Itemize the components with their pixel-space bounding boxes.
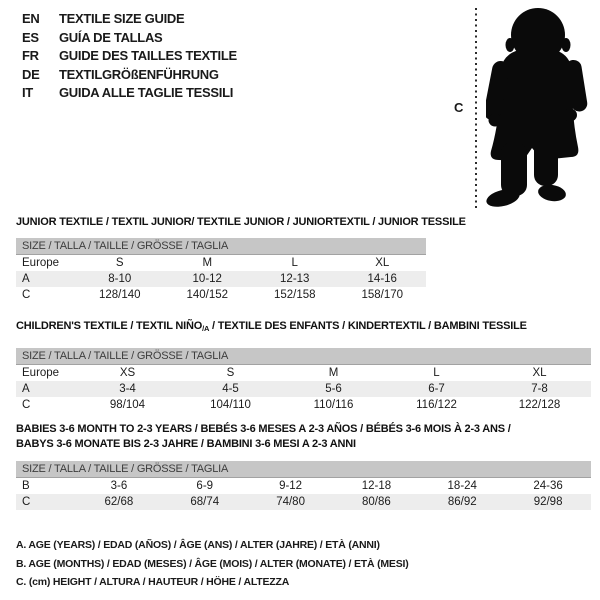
age-cell: 8-10 [108,273,132,285]
height-cell: 140/152 [186,289,229,301]
size-header-bar: SIZE / TALLA / TAILLE / GRÖSSE / TAGLIA [16,348,591,365]
language-title: GUÍA DE TALLAS [59,29,163,45]
language-code: ES [22,29,39,45]
size-cell: M [328,367,339,379]
row-label: C [22,399,31,411]
table-row [16,287,426,303]
size-cell: XS [119,367,136,379]
age-cell: 9-12 [279,480,303,492]
age-cell: 3-4 [119,383,136,395]
row-label: C [22,496,31,508]
age-cell: 12-18 [361,480,392,492]
height-cell: 116/122 [416,399,457,411]
table-row [16,365,591,381]
age-cell: 6-7 [428,383,445,395]
age-cell: 12-13 [280,273,310,285]
language-code: EN [22,11,40,26]
language-row-fr [22,47,237,66]
language-code: FR [22,48,39,63]
table-row [16,478,591,494]
height-cell: 152/158 [273,289,316,301]
size-header-bar: SIZE / TALLA / TAILLE / GRÖSSE / TAGLIA [16,461,591,478]
language-row-it [22,84,237,103]
row-label: Europe [22,367,60,379]
height-cell: 74/80 [276,496,305,508]
age-cell: 5-6 [325,383,342,395]
language-title: GUIDE DES TAILLES TEXTILE [59,48,237,63]
language-row-es [22,29,237,48]
age-cell: 3-6 [110,480,128,492]
table-row [16,494,591,510]
children-title-subscript: /A [202,324,210,333]
age-cell: 24-36 [533,480,563,492]
language-row-en [22,10,237,29]
language-list [22,10,237,103]
children-size-table [16,348,591,413]
babies-title-line2: BABYS 3-6 MONATE BIS 2-3 JAHRE / BAMBINI 3-6 MESI A 2-3 ANNI [16,437,356,450]
height-cell: 122/128 [518,399,561,411]
height-cell: 86/92 [447,496,477,508]
table-row [16,255,426,271]
height-cell: 110/116 [313,399,354,411]
size-cell: S [115,257,124,269]
height-figure [440,0,600,220]
note-age-years: A. AGE (YEARS) / EDAD (AÑOS) / ÂGE (ANS) / ALTER (JAHRE) / ETÀ (ANNI) [16,539,380,551]
junior-size-table [16,238,426,303]
table-row [16,381,591,397]
row-label: Europe [22,257,60,269]
height-cell: 104/110 [210,399,251,411]
language-code: IT [22,85,33,100]
height-measure-label: C [454,100,464,115]
language-title: GUIDA ALLE TAGLIE TESSILI [59,85,234,100]
size-cell: L [291,257,298,269]
size-cell: M [202,257,213,269]
babies-section-title [16,422,511,451]
age-cell: 18-24 [447,480,477,492]
size-cell: XL [532,367,547,379]
junior-section-title: JUNIOR TEXTILE / TEXTIL JUNIOR/ TEXTILE JUNIOR / JUNIORTEXTIL / JUNIOR TESSILE [16,216,466,228]
legend-notes [16,536,409,592]
language-title: TEXTILE SIZE GUIDE [59,11,185,26]
table-row [16,271,426,287]
height-cell: 92/98 [533,496,563,508]
language-code: DE [22,66,40,82]
size-cell: L [433,367,440,379]
age-cell: 4-5 [222,383,239,395]
height-cell: 80/86 [362,496,391,508]
children-title-prefix: CHILDREN'S TEXTILE / TEXTIL NIÑO [16,320,203,332]
row-label: A [22,383,30,395]
size-cell: XL [375,257,390,269]
height-cell: 128/140 [98,289,141,301]
row-label: C [22,289,31,301]
row-label: B [22,480,30,492]
note-height-cm: C. (cm) HEIGHT / ALTURA / HAUTEUR / HÖHE / ALTEZZA [16,576,290,588]
height-cell: 158/170 [361,289,404,301]
row-label: A [22,273,30,285]
children-title-suffix: / TEXTILE DES ENFANTS / KINDERTEXTIL / BAMBINI TESSILE [209,320,527,332]
size-header-bar: SIZE / TALLA / TAILLE / GRÖSSE / TAGLIA [16,238,426,255]
size-cell: S [226,367,235,379]
height-cell: 68/74 [190,496,220,508]
age-cell: 14-16 [367,273,397,285]
babies-title-line1: BABIES 3-6 MONTH TO 2-3 YEARS / BEBÉS 3-6 MESES A 2-3 AÑOS / BÉBÉS 3-6 MOIS À 2-3 ANS / [16,423,511,435]
language-title: TEXTILGRÖßENFÜHRUNG [59,66,219,82]
table-row [16,397,591,413]
dotted-measure-line [475,8,477,211]
baby-silhouette-icon [486,4,598,216]
height-cell: 62/68 [104,496,134,508]
age-cell: 6-9 [196,480,214,492]
children-section-title [16,320,527,332]
note-age-months: B. AGE (MONTHS) / EDAD (MESES) / ÂGE (MOIS) / ALTER (MONATE) / ETÀ (MESI) [16,557,409,570]
height-cell: 98/104 [109,399,146,411]
language-row-de [22,66,237,85]
age-cell: 10-12 [192,273,222,285]
age-cell: 7-8 [531,383,548,395]
babies-size-table [16,461,591,510]
